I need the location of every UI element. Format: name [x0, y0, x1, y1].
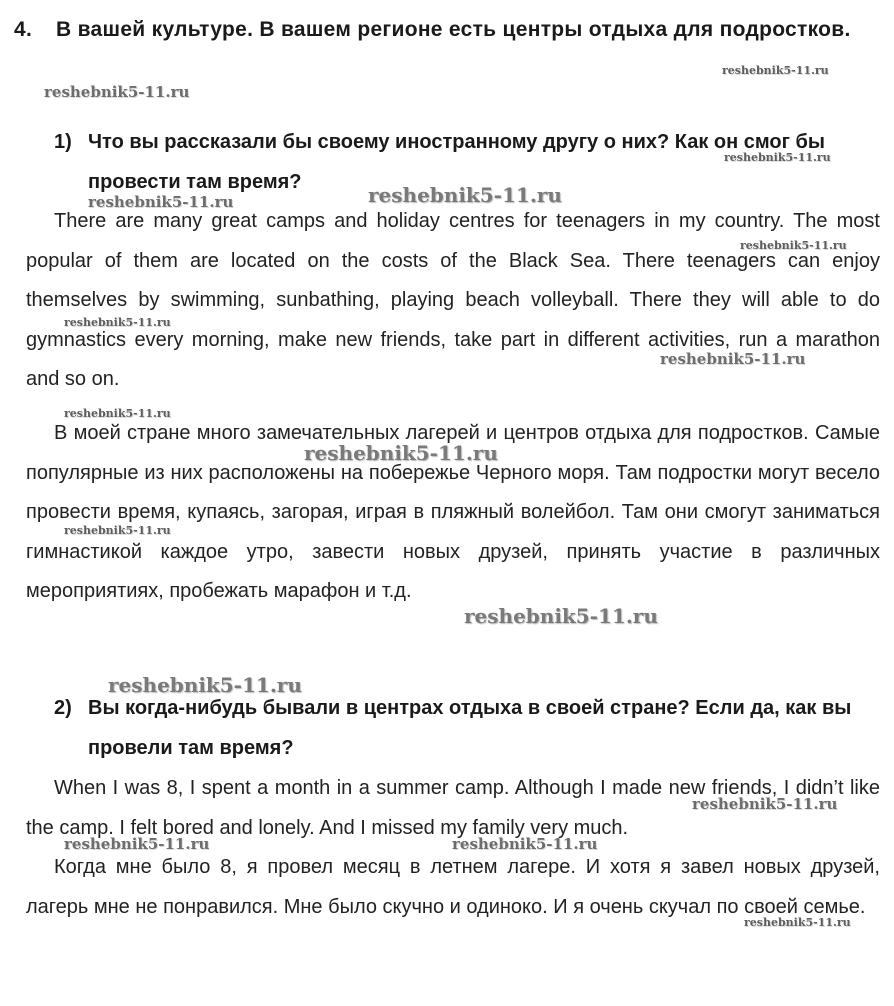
watermark: reshebnik5-11.ru: [464, 604, 658, 628]
task-number: 4.: [14, 18, 33, 41]
answer-2-russian: Когда мне было 8, я провел месяц в летнем лагере. И хотя я завел новых друзей, лагерь мне не понравился. Мне было скучно и одиноко. И я очень скучал по своей семье.: [26, 856, 880, 918]
task-title: В вашей культуре. В вашем регионе есть центры отдыха для подростков.: [56, 18, 851, 41]
watermark: reshebnik5-11.ru: [692, 795, 838, 813]
question-2-number: 2): [54, 697, 72, 719]
watermark: reshebnik5-11.ru: [108, 673, 302, 697]
question-1-number: 1): [54, 131, 72, 153]
watermark: reshebnik5-11.ru: [740, 239, 847, 252]
watermark: reshebnik5-11.ru: [44, 83, 190, 101]
answer-1-russian: В моей стране много замечательных лагерей и центров отдыха для подростков. Самые популярные из них расположены на побережье Черного моря. Там подростки могут весело провести время, купаясь, загорая, играя в пляжный волейбол. Там они смогут заниматься гимнастикой каждое утро, завести новых друзей, принять участие в различных мероприятиях, пробежать марафон и т.д.: [26, 422, 880, 603]
watermark: reshebnik5-11.ru: [64, 316, 171, 329]
question-2: [54, 688, 884, 768]
watermark: reshebnik5-11.ru: [660, 350, 806, 368]
watermark: reshebnik5-11.ru: [64, 835, 210, 853]
answer-1-english: There are many great camps and holiday centres for teenagers in my country. The most popular of them are located on the costs of the Black Sea. There teenagers can enjoy themselves by swimming, sunbathing, playing beach volleyball. There they will able to do gymnastics every morning, make new friends, take part in different activities, run a marathon and so on.: [26, 210, 880, 391]
watermark: reshebnik5-11.ru: [64, 524, 171, 537]
watermark: reshebnik5-11.ru: [64, 407, 171, 420]
watermark: reshebnik5-11.ru: [722, 64, 829, 77]
question-2-text: Вы когда-нибудь бывали в центрах отдыха в своей стране? Если да, как вы провели там время?: [88, 697, 852, 759]
watermark: reshebnik5-11.ru: [724, 151, 831, 164]
watermark: reshebnik5-11.ru: [88, 193, 234, 211]
task-heading: [14, 8, 880, 52]
question-1-text: Что вы рассказали бы своему иностранному другу о них? Как он смог бы провести там время?: [88, 131, 825, 193]
watermark: reshebnik5-11.ru: [744, 916, 851, 929]
watermark: reshebnik5-11.ru: [304, 441, 498, 465]
watermark: reshebnik5-11.ru: [452, 835, 598, 853]
answer-2-english: When I was 8, I spent a month in a summer camp. Although I made new friends, I didn’t like the camp. I felt bored and lonely. And I missed my family very much.: [26, 777, 880, 839]
watermark: reshebnik5-11.ru: [368, 183, 562, 207]
